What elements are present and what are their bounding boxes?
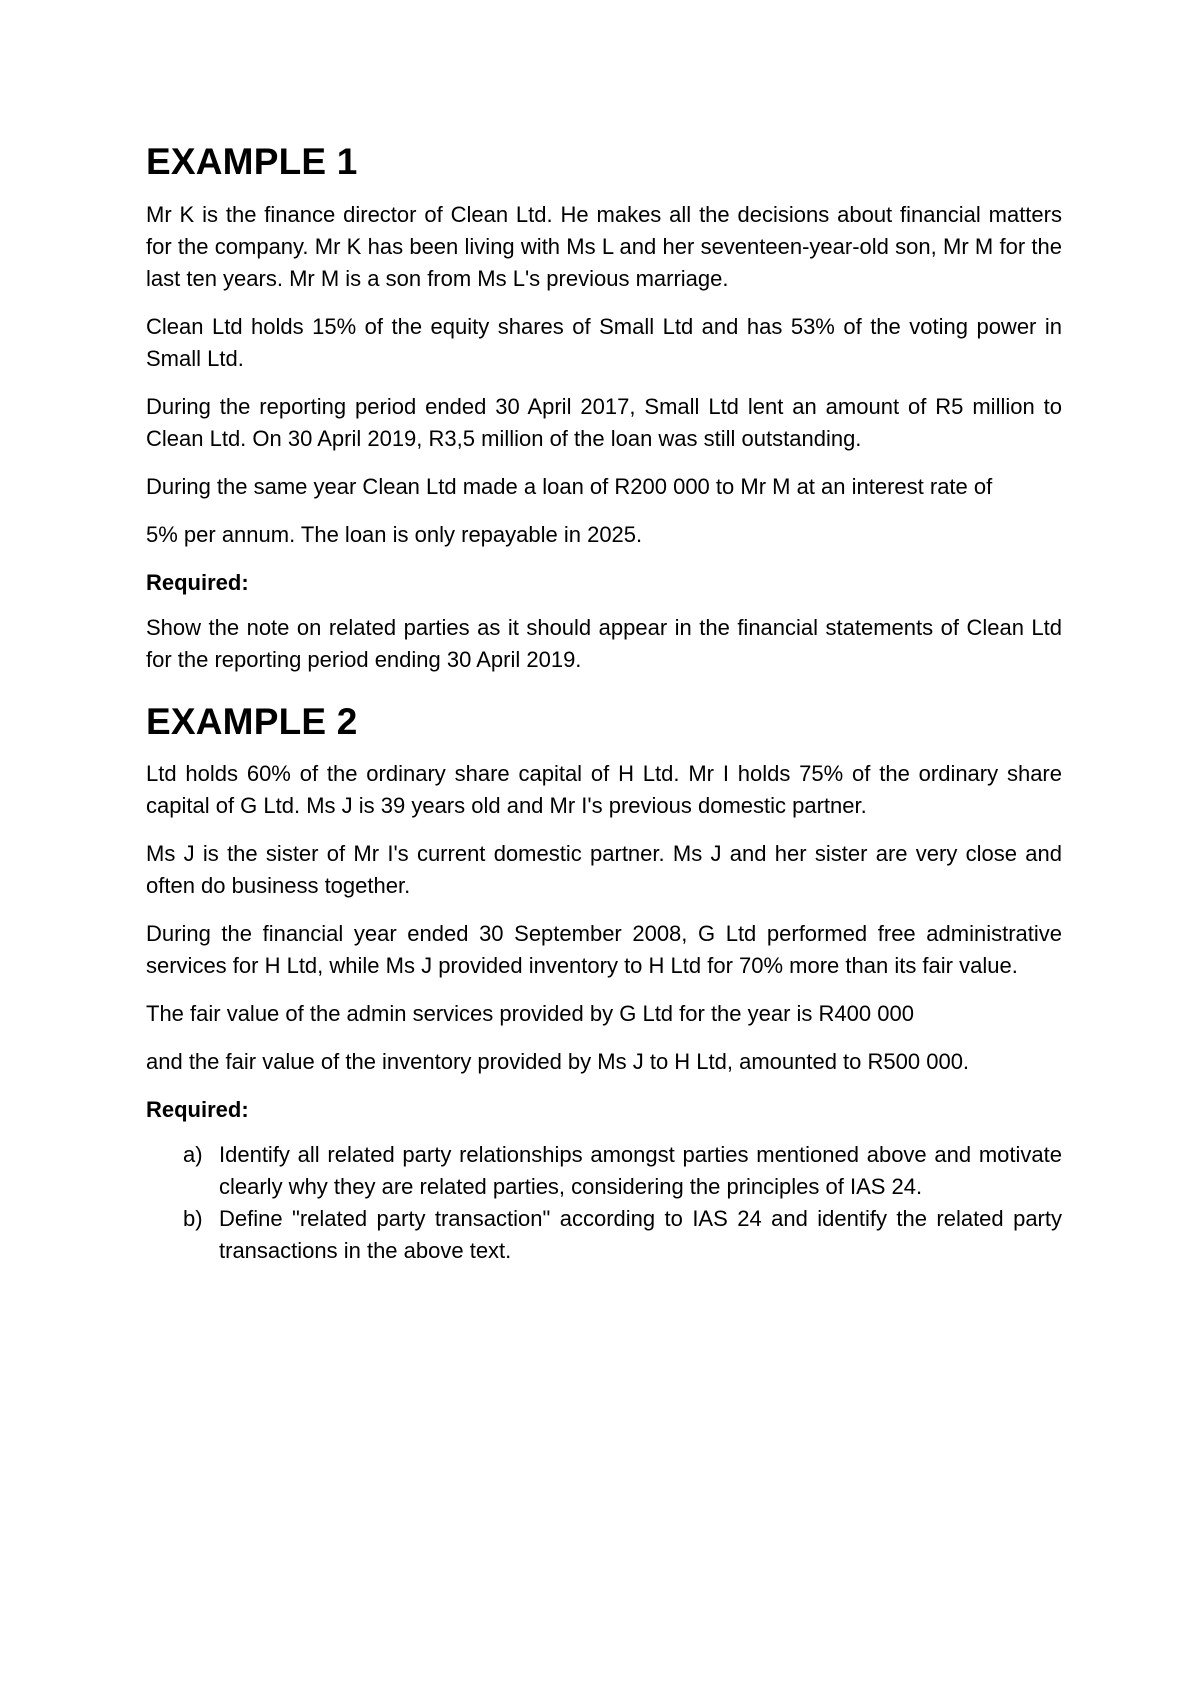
list-item bbox=[146, 1203, 1062, 1267]
example-2-required-list bbox=[146, 1139, 1062, 1267]
list-item-text: Identify all related party relationships amongst parties mentioned above and motivate clearly why they are related parties, considering the principles of IAS 24. bbox=[219, 1142, 1062, 1200]
list-item-text: Define "related party transaction" according to IAS 24 and identify the related party transactions in the above text. bbox=[219, 1206, 1062, 1264]
example-1-required-text: Show the note on related parties as it should appear in the financial statements of Clean Ltd for the reporting period ending 30 April 2019. bbox=[146, 614, 1062, 672]
list-marker: a) bbox=[183, 1142, 203, 1168]
example-1-paragraph: During the reporting period ended 30 April 2017, Small Ltd lent an amount of R5 million to Clean Ltd. On 30 April 2019, R3,5 million of the loan was still outstanding. bbox=[146, 393, 1062, 451]
example-1-paragraph: 5% per annum. The loan is only repayable in 2025. bbox=[146, 521, 643, 547]
example-2-paragraph: During the financial year ended 30 September 2008, G Ltd performed free administrative services for H Ltd, while Ms J provided inventory to H Ltd for 70% more than its fair value. bbox=[146, 921, 1062, 979]
list-marker: b) bbox=[183, 1206, 203, 1232]
example-2-paragraph: Ms J is the sister of Mr I's current domestic partner. Ms J and her sister are very close and often do business together. bbox=[146, 841, 1062, 899]
example-1-paragraph: Clean Ltd holds 15% of the equity shares of Small Ltd and has 53% of the voting power in Small Ltd. bbox=[146, 313, 1062, 371]
list-item bbox=[146, 1139, 1062, 1203]
example-2-paragraph: and the fair value of the inventory provided by Ms J to H Ltd, amounted to R500 000. bbox=[146, 1049, 970, 1075]
example-1-paragraph: Mr K is the finance director of Clean Ltd. He makes all the decisions about financial matters for the company. Mr K has been living with Ms L and her seventeen-year-old son, Mr M for the last ten years. Mr M is a son from Ms L's previous marriage. bbox=[146, 201, 1062, 291]
document-page bbox=[146, 142, 1062, 1267]
example-2-required-label: Required: bbox=[146, 1097, 249, 1123]
example-1-required-label: Required: bbox=[146, 569, 249, 595]
example-2-paragraph: The fair value of the admin services provided by G Ltd for the year is R400 000 bbox=[146, 1001, 914, 1027]
example-2-paragraph: Ltd holds 60% of the ordinary share capital of H Ltd. Mr I holds 75% of the ordinary share capital of G Ltd. Ms J is 39 years old and Mr I's previous domestic partner. bbox=[146, 761, 1062, 819]
example-2-heading: EXAMPLE 2 bbox=[146, 700, 358, 742]
example-1-paragraph: During the same year Clean Ltd made a loan of R200 000 to Mr M at an interest rate of bbox=[146, 473, 993, 499]
example-1-heading: EXAMPLE 1 bbox=[146, 141, 358, 182]
